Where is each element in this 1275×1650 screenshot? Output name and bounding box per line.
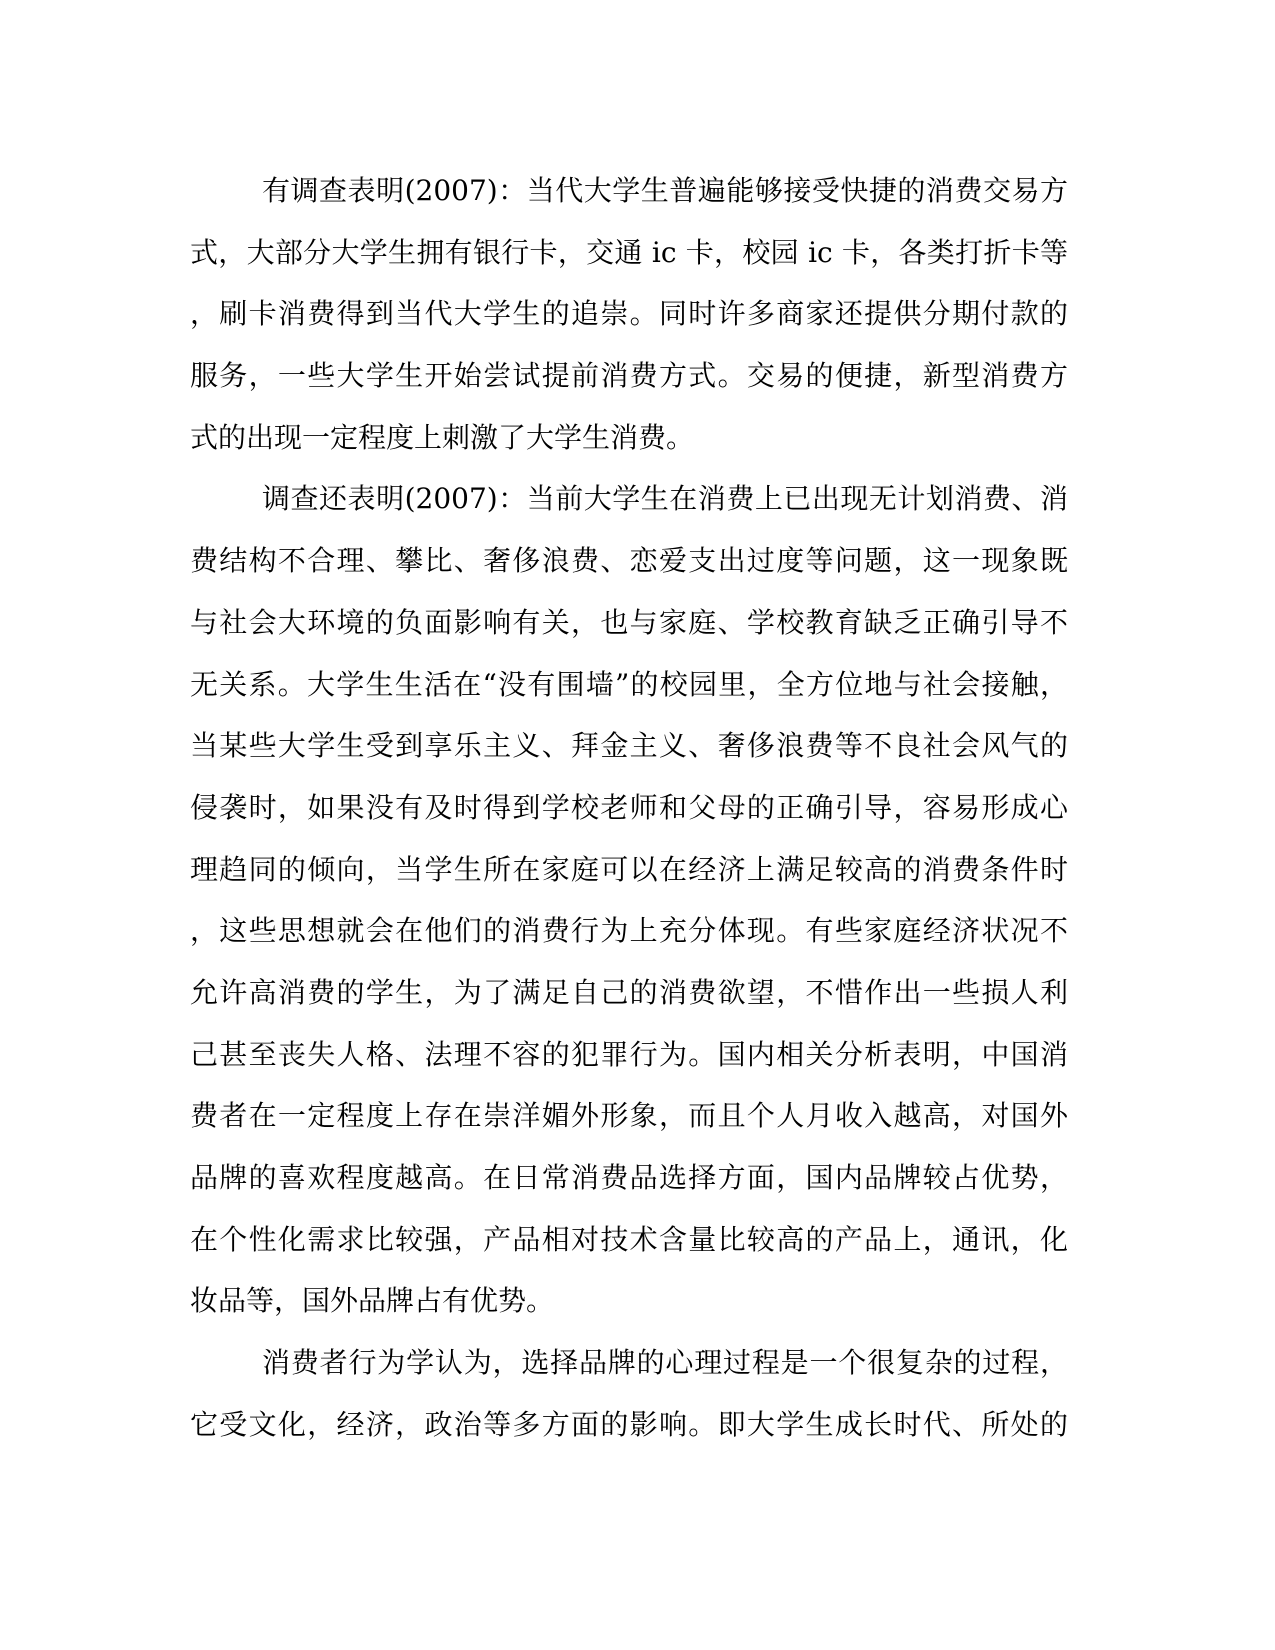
paragraph-2-line-10: 己甚至丧失人格、法理不容的犯罪行为。国内相关分析表明，中国消 — [190, 1037, 1068, 1071]
paragraph-2-line-2: 费结构不合理、攀比、奢侈浪费、恋爱支出过度等问题，这一现象既 — [190, 544, 1068, 578]
body-text — [190, 160, 1068, 1455]
paragraph-2-line-9: 允许高消费的学生，为了满足自己的消费欲望，不惜作出一些损人利 — [190, 975, 1068, 1009]
paragraph-1-line-2: 式，大部分大学生拥有银行卡，交通 ic 卡，校园 ic 卡，各类打折卡等 — [190, 235, 1068, 269]
paragraph-2-line-1: 调查还表明(2007)：当前大学生在消费上已出现无计划消费、消 — [262, 482, 1068, 516]
paragraph-2-line-13: 在个性化需求比较强，产品相对技术含量比较高的产品上，通讯，化 — [190, 1222, 1068, 1256]
paragraph-2-line-8: ，这些思想就会在他们的消费行为上充分体现。有些家庭经济状况不 — [190, 914, 1068, 948]
paragraph-1-line-3: ，刷卡消费得到当代大学生的追崇。同时许多商家还提供分期付款的 — [190, 297, 1068, 331]
paragraph-2-line-3: 与社会大环境的负面影响有关，也与家庭、学校教育缺乏正确引导不 — [190, 605, 1068, 639]
paragraph-2-line-11: 费者在一定程度上存在崇洋媚外形象，而且个人月收入越高，对国外 — [190, 1099, 1068, 1133]
paragraph-2-line-6: 侵袭时，如果没有及时得到学校老师和父母的正确引导，容易形成心 — [190, 790, 1068, 824]
paragraph-2-line-7: 理趋同的倾向，当学生所在家庭可以在经济上满足较高的消费条件时 — [190, 852, 1068, 886]
paragraph-2-line-14: 妆品等，国外品牌占有优势。 — [190, 1284, 555, 1318]
paragraph-2-line-4: 无关系。大学生生活在“没有围墙”的校园里，全方位地与社会接触， — [190, 667, 1068, 701]
paragraph-1-line-4: 服务，一些大学生开始尝试提前消费方式。交易的便捷，新型消费方 — [190, 359, 1068, 393]
paragraph-1-line-1: 有调查表明(2007)：当代大学生普遍能够接受快捷的消费交易方 — [262, 174, 1068, 207]
paragraph-2-line-12: 品牌的喜欢程度越高。在日常消费品选择方面，国内品牌较占优势， — [190, 1161, 1068, 1194]
paragraph-3-line-1: 消费者行为学认为，选择品牌的心理过程是一个很复杂的过程， — [262, 1346, 1068, 1380]
paragraph-1-line-5: 式的出现一定程度上刺激了大学生消费。 — [190, 420, 695, 454]
paragraph-2-line-5: 当某些大学生受到享乐主义、拜金主义、奢侈浪费等不良社会风气的 — [190, 729, 1068, 763]
paragraph-3-line-2: 它受文化，经济，政治等多方面的影响。即大学生成长时代、所处的 — [190, 1407, 1068, 1441]
